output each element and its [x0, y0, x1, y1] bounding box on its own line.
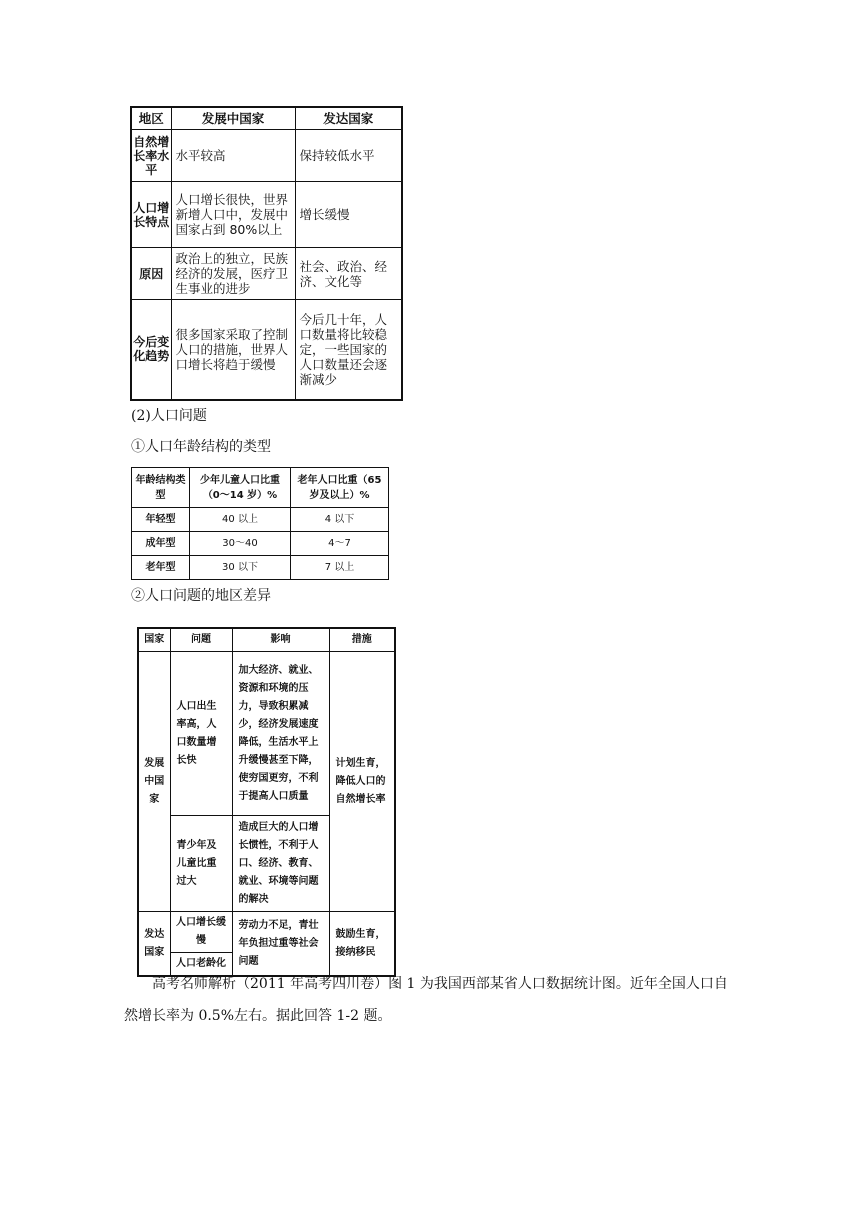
elderly-share: 4 以下 — [291, 508, 389, 532]
question-paragraph: 高考名师解析（2011 年高考四川卷）图 1 为我国西部某省人口数据统计图。近年全国人口自然增长率为 0.5%左右。据此回答 1-2 题。 — [124, 976, 728, 1024]
country-developing: 发展中国家 — [138, 652, 170, 912]
country-developed: 发达国家 — [138, 912, 170, 977]
heading-age-structure: ①人口年龄结构的类型 — [131, 439, 271, 455]
heading-regional-differences: ②人口问题的地区差异 — [131, 588, 271, 604]
problem-slow-growth: 人口增长缓慢 — [170, 912, 232, 953]
header-elderly: 老年人口比重（65 岁及以上）% — [291, 468, 389, 508]
elderly-share: 7 以上 — [291, 556, 389, 580]
youth-share: 40 以上 — [190, 508, 291, 532]
measure-developed: 鼓励生育，接纳移民 — [329, 912, 395, 977]
header-developing: 发展中国家 — [171, 107, 295, 130]
cell-developing: 很多国家采取了控制人口的措施，世界人口增长将趋于缓慢 — [171, 300, 295, 400]
cell-developed: 社会、政治、经济、文化等 — [295, 248, 402, 300]
row-label: 原因 — [131, 248, 171, 300]
problem-youth-share: 青少年及儿童比重过大 — [170, 816, 232, 912]
header-measure: 措施 — [329, 628, 395, 652]
header-region: 地区 — [131, 107, 171, 130]
impact-developed: 劳动力不足，青壮年负担过重等社会问题 — [232, 912, 329, 977]
header-country: 国家 — [138, 628, 170, 652]
youth-share: 30 以下 — [190, 556, 291, 580]
header-type: 年龄结构类型 — [132, 468, 190, 508]
measure-developing: 计划生育，降低人口的自然增长率 — [329, 652, 395, 912]
age-structure-table — [131, 467, 389, 580]
row-label: 人口增长特点 — [131, 182, 171, 248]
cell-developed: 增长缓慢 — [295, 182, 402, 248]
heading-population-problem: (2)人口问题 — [131, 408, 207, 424]
regional-problems-table — [137, 627, 396, 977]
age-type: 年轻型 — [132, 508, 190, 532]
region-comparison-table — [130, 106, 403, 401]
header-youth: 少年儿童人口比重（0～14 岁）% — [190, 468, 291, 508]
elderly-share: 4～7 — [291, 532, 389, 556]
cell-developed: 保持较低水平 — [295, 130, 402, 182]
youth-share: 30～40 — [190, 532, 291, 556]
age-type: 成年型 — [132, 532, 190, 556]
problem-birth-rate: 人口出生率高，人口数量增长快 — [170, 652, 232, 816]
header-developed: 发达国家 — [295, 107, 402, 130]
header-problem: 问题 — [170, 628, 232, 652]
row-label: 今后变化趋势 — [131, 300, 171, 400]
header-impact: 影响 — [232, 628, 329, 652]
cell-developing: 水平较高 — [171, 130, 295, 182]
cell-developed: 今后几十年，人口数量将比较稳定，一些国家的人口数量还会逐渐减少 — [295, 300, 402, 400]
row-label: 自然增长率水平 — [131, 130, 171, 182]
cell-developing: 人口增长很快，世界新增人口中，发展中国家占到 80%以上 — [171, 182, 295, 248]
cell-developing: 政治上的独立，民族经济的发展，医疗卫生事业的进步 — [171, 248, 295, 300]
age-type: 老年型 — [132, 556, 190, 580]
impact-youth-share: 造成巨大的人口增长惯性，不利于人口、经济、教育、就业、环境等问题的解决 — [232, 816, 329, 912]
problem-aging: 人口老龄化 — [170, 953, 232, 977]
impact-birth-rate: 加大经济、就业、资源和环境的压力，导致积累减少，经济发展速度降低，生活水平上升缓慢甚至下降，使穷国更穷，不利于提高人口质量 — [232, 652, 329, 816]
